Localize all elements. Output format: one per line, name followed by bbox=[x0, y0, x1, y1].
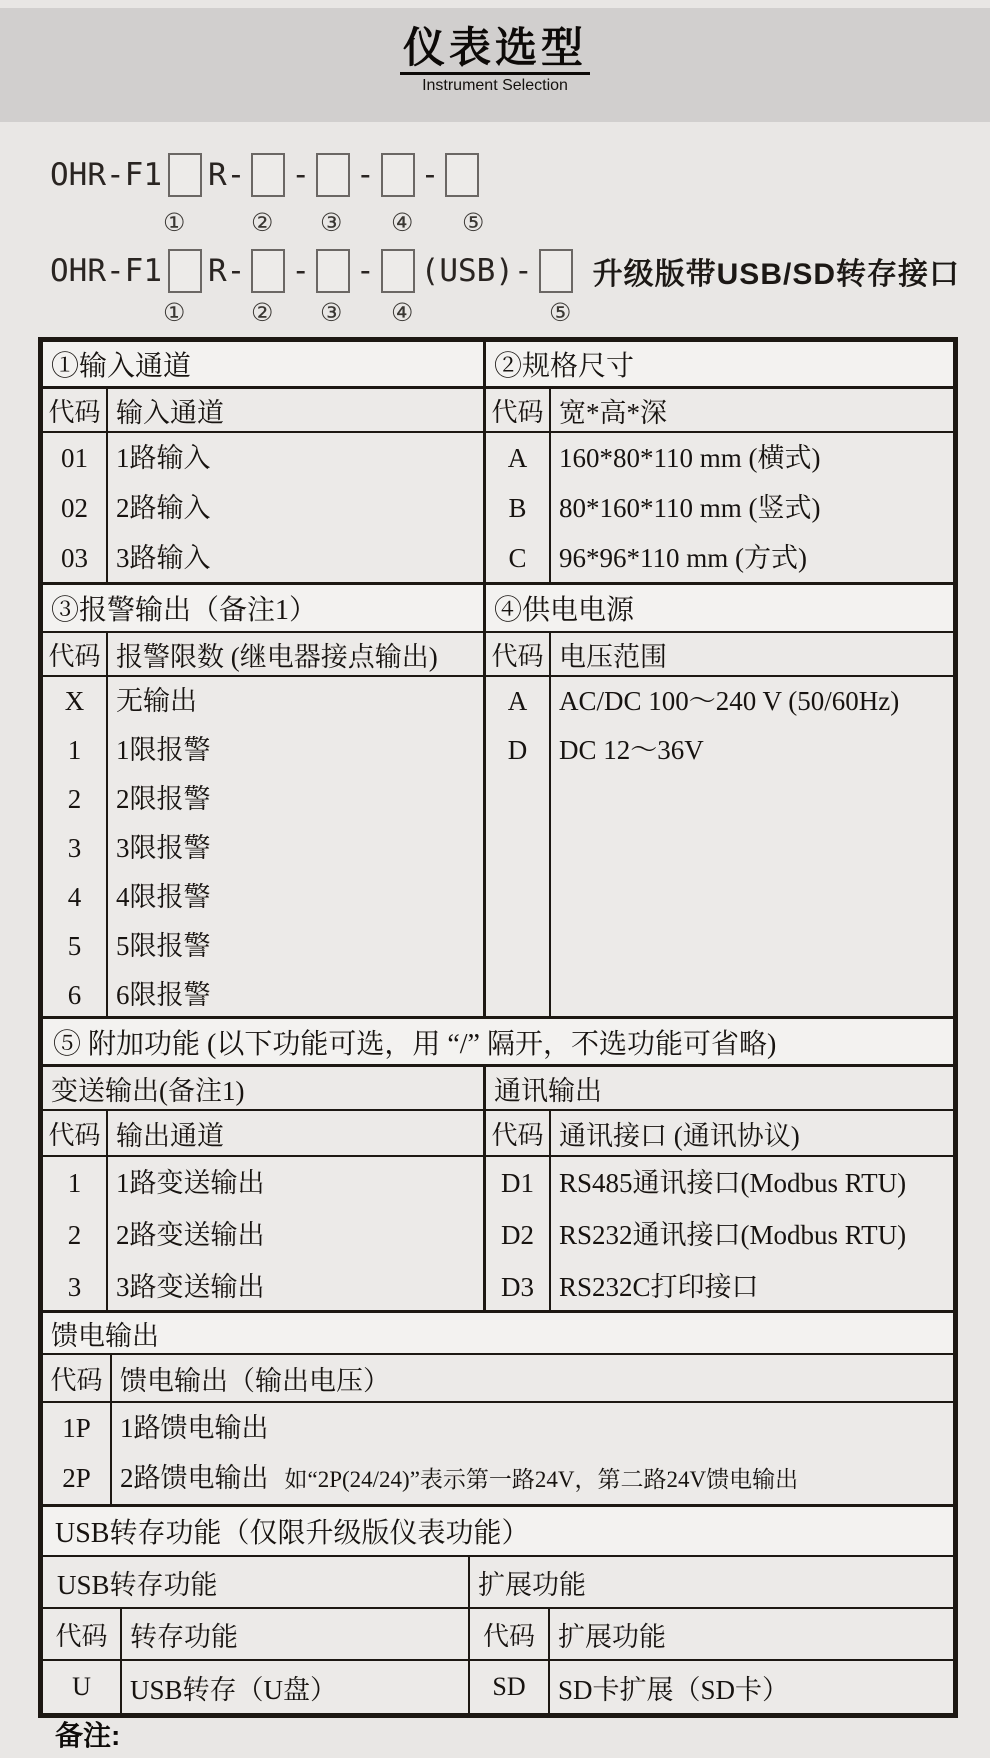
size-code-column bbox=[486, 433, 551, 582]
desc-cell: 1路输入 bbox=[116, 443, 211, 473]
code-cell: 2 bbox=[67, 1220, 82, 1250]
model-dash: - bbox=[420, 157, 440, 193]
code-cell: 1 bbox=[67, 735, 82, 765]
comm-code-header: 代码 bbox=[486, 1111, 551, 1155]
desc-cell: AC/DC 100～240 V (50/60Hz) bbox=[559, 686, 900, 716]
size-code-header: 代码 bbox=[486, 389, 551, 431]
code-cell: D2 bbox=[501, 1220, 534, 1250]
code-cell: U bbox=[43, 1661, 122, 1713]
desc-cell: 2路馈电输出 如“2P(24/24)”表示第一路24V，第二路24V馈电输出 bbox=[120, 1463, 799, 1493]
ext-code-header: 代码 bbox=[470, 1609, 550, 1659]
model-box-2 bbox=[251, 153, 285, 197]
order-mark-3: ③ bbox=[320, 298, 343, 327]
desc-cell: 5限报警 bbox=[116, 931, 211, 961]
transmit-code-column bbox=[43, 1157, 108, 1310]
alarm-code-column bbox=[43, 677, 108, 1016]
desc-cell: 2限报警 bbox=[116, 784, 211, 814]
desc-cell: 3路输入 bbox=[116, 543, 211, 573]
section-power-title: ④供电电源 bbox=[494, 595, 635, 626]
desc-cell: 80*160*110 mm (竖式) bbox=[559, 493, 821, 523]
code-cell: A bbox=[507, 443, 528, 473]
code-cell: 3 bbox=[67, 833, 82, 863]
order-mark-4: ④ bbox=[391, 208, 414, 237]
input-code-column bbox=[43, 433, 108, 582]
transmit-code-header: 代码 bbox=[43, 1111, 108, 1155]
model-box-4 bbox=[381, 249, 415, 293]
model-box-3 bbox=[316, 153, 350, 197]
comm-desc-column bbox=[551, 1157, 953, 1310]
model-dash: - bbox=[355, 157, 375, 193]
desc-cell: SD卡扩展（SD卡） bbox=[558, 1674, 790, 1705]
desc-cell: 3路变送输出 bbox=[116, 1272, 265, 1302]
input-desc-column bbox=[108, 433, 483, 582]
desc-cell: 4限报警 bbox=[116, 882, 211, 912]
input-desc-header: 输入通道 bbox=[116, 397, 224, 428]
model-dash: - bbox=[291, 157, 310, 193]
order-mark-2: ② bbox=[251, 208, 274, 237]
desc-cell: 6限报警 bbox=[116, 980, 211, 1010]
model-box-1 bbox=[168, 153, 202, 197]
comm-desc-header: 通讯接口 (通讯协议) bbox=[559, 1120, 800, 1151]
code-cell: 4 bbox=[67, 882, 82, 912]
code-cell: D bbox=[507, 735, 528, 765]
code-cell: 5 bbox=[67, 931, 82, 961]
power-desc-header: 电压范围 bbox=[559, 641, 667, 672]
code-cell: 01 bbox=[61, 443, 88, 473]
section-alarm-title: ③报警输出（备注1） bbox=[43, 585, 486, 631]
desc-cell: 3限报警 bbox=[116, 833, 211, 863]
desc-cell: 1限报警 bbox=[116, 735, 211, 765]
input-code-header: 代码 bbox=[43, 389, 108, 431]
model-line-1 bbox=[50, 152, 485, 198]
power-code-header: 代码 bbox=[486, 633, 551, 675]
comm-code-column bbox=[486, 1157, 551, 1310]
code-cell: 2P bbox=[62, 1463, 91, 1493]
selection-table bbox=[38, 337, 958, 1718]
code-cell: 6 bbox=[67, 980, 82, 1010]
code-cell: D3 bbox=[501, 1272, 534, 1302]
size-desc-column bbox=[551, 433, 953, 582]
order-mark-1: ① bbox=[163, 298, 186, 327]
code-cell: 1P bbox=[62, 1413, 91, 1443]
code-cell: 2 bbox=[67, 784, 82, 814]
model-r-segment: R- bbox=[207, 157, 246, 193]
feed-desc-column bbox=[112, 1403, 953, 1504]
model-dash: - bbox=[291, 253, 310, 289]
code-cell: 03 bbox=[61, 543, 88, 573]
comm-title: 通讯输出 bbox=[494, 1075, 602, 1106]
page-subtitle: Instrument Selection bbox=[422, 77, 568, 95]
model-line-2 bbox=[50, 248, 960, 294]
code-cell: SD bbox=[470, 1661, 550, 1713]
order-mark-5: ⑤ bbox=[549, 298, 572, 327]
desc-cell: 2路变送输出 bbox=[116, 1220, 265, 1250]
order-mark-3: ③ bbox=[320, 208, 343, 237]
page-title: 仪表选型 bbox=[400, 24, 590, 75]
desc-cell: USB转存（U盘） bbox=[130, 1674, 338, 1705]
order-mark-1: ① bbox=[163, 208, 186, 237]
usb-desc-header: 转存功能 bbox=[130, 1621, 238, 1652]
power-code-column bbox=[486, 677, 551, 1016]
desc-cell: 1路馈电输出 bbox=[120, 1413, 269, 1443]
ext-title: 扩展功能 bbox=[478, 1569, 586, 1600]
code-cell: A bbox=[507, 686, 528, 716]
order-mark-4: ④ bbox=[391, 298, 414, 327]
alarm-desc-header: 报警限数 (继电器接点输出) bbox=[116, 641, 438, 672]
transmit-title: 变送输出(备注1) bbox=[43, 1067, 486, 1109]
desc-cell: RS232通讯接口(Modbus RTU) bbox=[559, 1220, 907, 1250]
usb-code-header: 代码 bbox=[43, 1609, 122, 1659]
desc-cell: RS232C打印接口 bbox=[559, 1272, 759, 1302]
top-strip bbox=[0, 0, 990, 8]
feed-code-header: 代码 bbox=[43, 1355, 112, 1401]
model-upgrade-note: 升级版带USB/SD转存接口 bbox=[592, 258, 960, 291]
title-band bbox=[0, 8, 990, 122]
order-mark-2: ② bbox=[251, 298, 274, 327]
code-cell: 3 bbox=[67, 1272, 82, 1302]
code-cell: B bbox=[508, 493, 527, 523]
model-box-2 bbox=[251, 249, 285, 293]
model-box-3 bbox=[316, 249, 350, 293]
desc-cell: DC 12～36V bbox=[559, 735, 704, 765]
power-desc-column bbox=[551, 677, 953, 1016]
remarks-label: 备注: bbox=[55, 1720, 121, 1751]
desc-cell: 2路输入 bbox=[116, 493, 211, 523]
model-prefix: OHR-F1 bbox=[50, 157, 162, 193]
feed-note: 如“2P(24/24)”表示第一路24V，第二路24V馈电输出 bbox=[284, 1467, 799, 1492]
desc-cell: 96*96*110 mm (方式) bbox=[559, 543, 807, 573]
usb-title: USB转存功能 bbox=[43, 1557, 470, 1607]
order-mark-5: ⑤ bbox=[462, 208, 485, 237]
code-cell: D1 bbox=[501, 1168, 534, 1198]
feed-code-column bbox=[43, 1403, 112, 1504]
model-box-1 bbox=[168, 249, 202, 293]
desc-cell: 1路变送输出 bbox=[116, 1168, 265, 1198]
section-addon-title: ⑤ 附加功能 (以下功能可选，用 “/” 隔开，不选功能可省略) bbox=[53, 1028, 777, 1060]
size-desc-header: 宽*高*深 bbox=[559, 397, 667, 428]
model-box-4 bbox=[381, 153, 415, 197]
code-cell: X bbox=[64, 686, 85, 716]
model-dash: - bbox=[355, 253, 375, 289]
feed-desc-header: 馈电输出（输出电压） bbox=[120, 1365, 390, 1396]
desc-cell: RS485通讯接口(Modbus RTU) bbox=[559, 1168, 907, 1198]
model-usb-segment: (USB)- bbox=[420, 253, 533, 289]
code-cell: 02 bbox=[61, 493, 88, 523]
model-box-5 bbox=[445, 153, 479, 197]
code-cell: 1 bbox=[67, 1168, 82, 1198]
transmit-desc-column bbox=[108, 1157, 483, 1310]
desc-cell: 160*80*110 mm (横式) bbox=[559, 443, 821, 473]
ext-desc-header: 扩展功能 bbox=[558, 1621, 666, 1652]
model-box-5 bbox=[539, 249, 573, 293]
section-input-title: ①输入通道 bbox=[43, 342, 486, 386]
desc-cell: 无输出 bbox=[116, 686, 197, 716]
model-r-segment: R- bbox=[207, 253, 246, 289]
feed-title: 馈电输出 bbox=[51, 1320, 159, 1351]
section-size-title: ②规格尺寸 bbox=[494, 351, 635, 382]
alarm-desc-column bbox=[108, 677, 483, 1016]
alarm-code-header: 代码 bbox=[43, 633, 108, 675]
code-cell: C bbox=[508, 543, 527, 573]
transmit-desc-header: 输出通道 bbox=[116, 1120, 224, 1151]
usb-section-title: USB转存功能（仅限升级版仪表功能） bbox=[55, 1518, 530, 1549]
model-prefix: OHR-F1 bbox=[50, 253, 162, 289]
